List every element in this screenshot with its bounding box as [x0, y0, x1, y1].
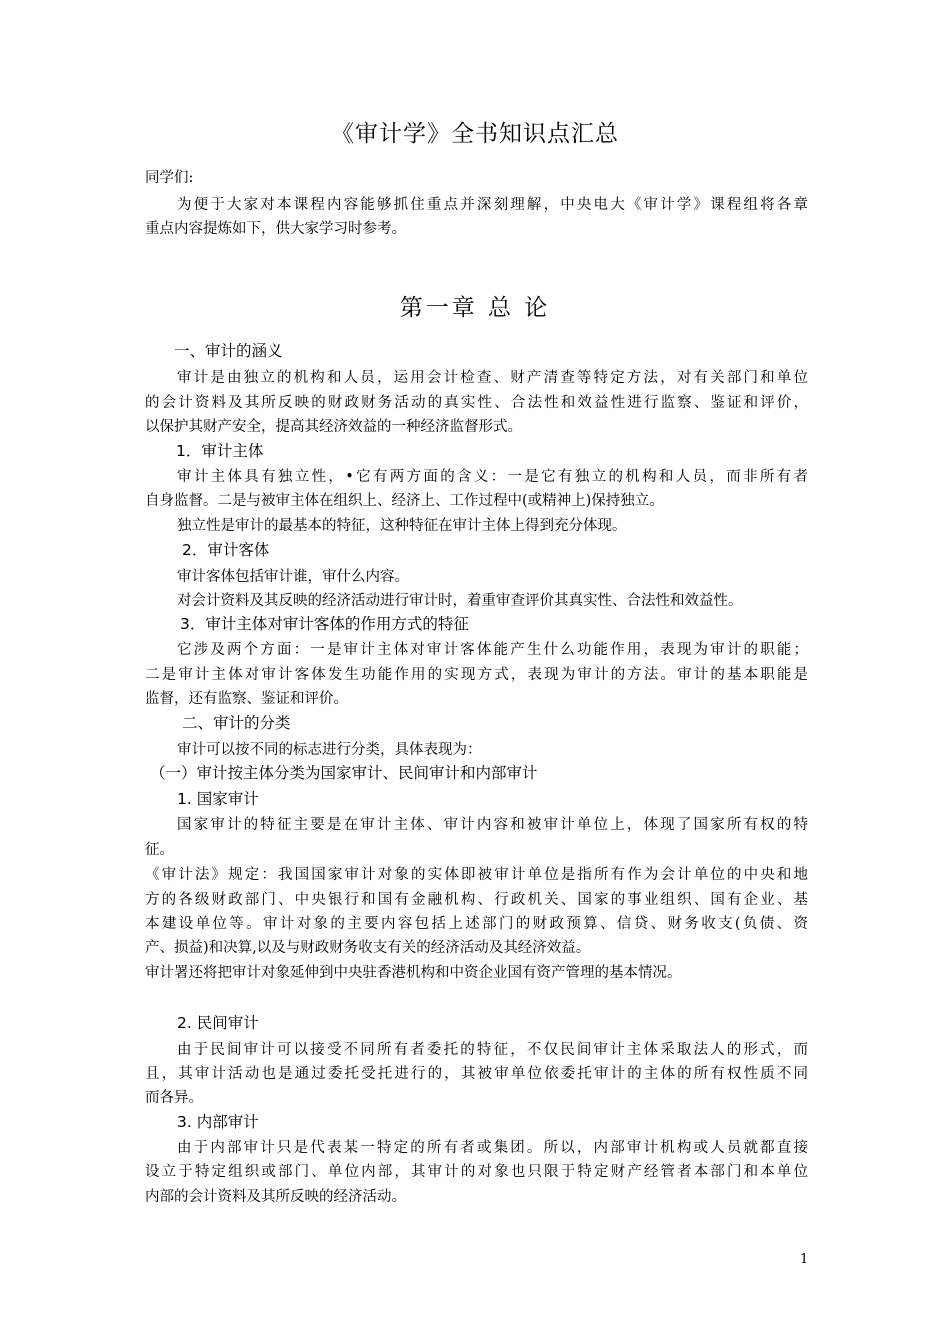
paragraph-line: 由于民间审计可以接受不同所有者委托的特征，不仅民间审计主体采取法人的形式，而 [177, 1042, 808, 1058]
paragraph-line: 方的各级财政部门、中央银行和国有金融机构、行政机关、国家的事业组织、国有企业、基 [145, 892, 808, 908]
paragraph-line: 审计客体包括审计谁，审什么内容。 [177, 569, 409, 585]
paragraph-line: 内部的会计资料及其所反映的经济活动。 [145, 1189, 406, 1205]
section-heading-classification: 二、审计的分类 [182, 714, 291, 732]
paragraph-line: 自身监督。二是与被审主体在组织上、经济上、工作过程中(或精神上)保持独立。 [145, 493, 664, 509]
item-heading-state-audit: 1. 国家审计 [177, 790, 259, 808]
paragraph-line: 产、损益)和决算,以及与财政财务收支有关的经济活动及其经济效益。 [145, 940, 591, 956]
paragraph-line: 国家审计的特征主要是在审计主体、审计内容和被审计单位上，体现了国家所有权的特 [177, 817, 808, 833]
paragraph-line: 审计可以按不同的标志进行分类，具体表现为： [177, 742, 482, 758]
intro-line-1: 为便于大家对本课程内容能够抓住重点并深刻理解，中央电大《审计学》课程组将各章 [177, 197, 808, 213]
greeting: 同学们: [145, 170, 194, 186]
subsection-heading-object: 2．审计客体 [182, 541, 270, 559]
paragraph-line: 审计主体具有独立性，•它有两方面的含义：一是它有独立的机构和人员，而非所有者 [177, 469, 808, 485]
section-heading-meaning: 一、审计的涵义 [174, 342, 283, 360]
subsection-heading-mode: 3．审计主体对审计客体的作用方式的特征 [180, 615, 469, 633]
paragraph-line: 由于内部审计只是代表某一特定的所有者或集团。所以，内部审计机构或人员就都直接 [177, 1140, 808, 1156]
paragraph-line: 征。 [145, 842, 174, 858]
paragraph-line: 监督，还有监察、鉴证和评价。 [145, 691, 348, 707]
document-title: 《审计学》全书知识点汇总 [331, 121, 619, 147]
paragraph-line: 《审计法》规定：我国国家审计对象的实体即被审计单位是指所有作为会计单位的中央和地 [145, 867, 808, 883]
paragraph-line: 本建设单位等。审计对象的主要内容包括上述部门的财政预算、信贷、财务收支(负债、资 [145, 916, 808, 932]
chapter-title: 第一章 总 论 [399, 295, 551, 321]
subsection-heading-by-subject: （一）审计按主体分类为国家审计、民间审计和内部审计 [150, 764, 538, 782]
paragraph-line: 二是审计主体对审计客体发生功能作用的实现方式，表现为审计的方法。审计的基本职能是 [145, 667, 808, 683]
paragraph-line: 且，其审计活动也是通过委托受托进行的，其被审单位依委托审计的主体的所有权性质不同 [145, 1066, 808, 1082]
paragraph-line: 设立于特定组织或部门、单位内部，其审计的对象也只限于特定财产经管者本部门和本单位 [145, 1164, 808, 1180]
item-heading-internal-audit: 3. 内部审计 [177, 1113, 259, 1131]
paragraph-line: 独立性是审计的最基本的特征，这种特征在审计主体上得到充分体现。 [177, 518, 627, 534]
paragraph-line: 审计是由独立的机构和人员，运用会计检查、财产清查等特定方法，对有关部门和单位 [177, 370, 808, 386]
paragraph-line: 的会计资料及其所反映的财政财务活动的真实性、合法性和效益性进行监察、鉴证和评价， [145, 395, 808, 411]
paragraph-line: 它涉及两个方面：一是审计主体对审计客体能产生什么功能作用，表现为审计的职能； [177, 642, 808, 658]
intro-line-2: 重点内容提炼如下，供大家学习时参考。 [145, 221, 406, 237]
paragraph-line: 对会计资料及其反映的经济活动进行审计时，着重审查评价其真实性、合法性和效益性。 [177, 593, 743, 609]
paragraph-line: 而各异。 [145, 1090, 203, 1106]
item-heading-private-audit: 2. 民间审计 [177, 1014, 259, 1032]
page-number: 1 [800, 1252, 809, 1267]
paragraph-line: 以保护其财产安全，提高其经济效益的一种经济监督形式。 [145, 419, 522, 435]
subsection-heading-subject: 1．审计主体 [176, 442, 264, 460]
paragraph-line: 审计署还将把审计对象延伸到中央驻香港机构和中资企业国有资产管理的基本情况。 [145, 965, 682, 981]
